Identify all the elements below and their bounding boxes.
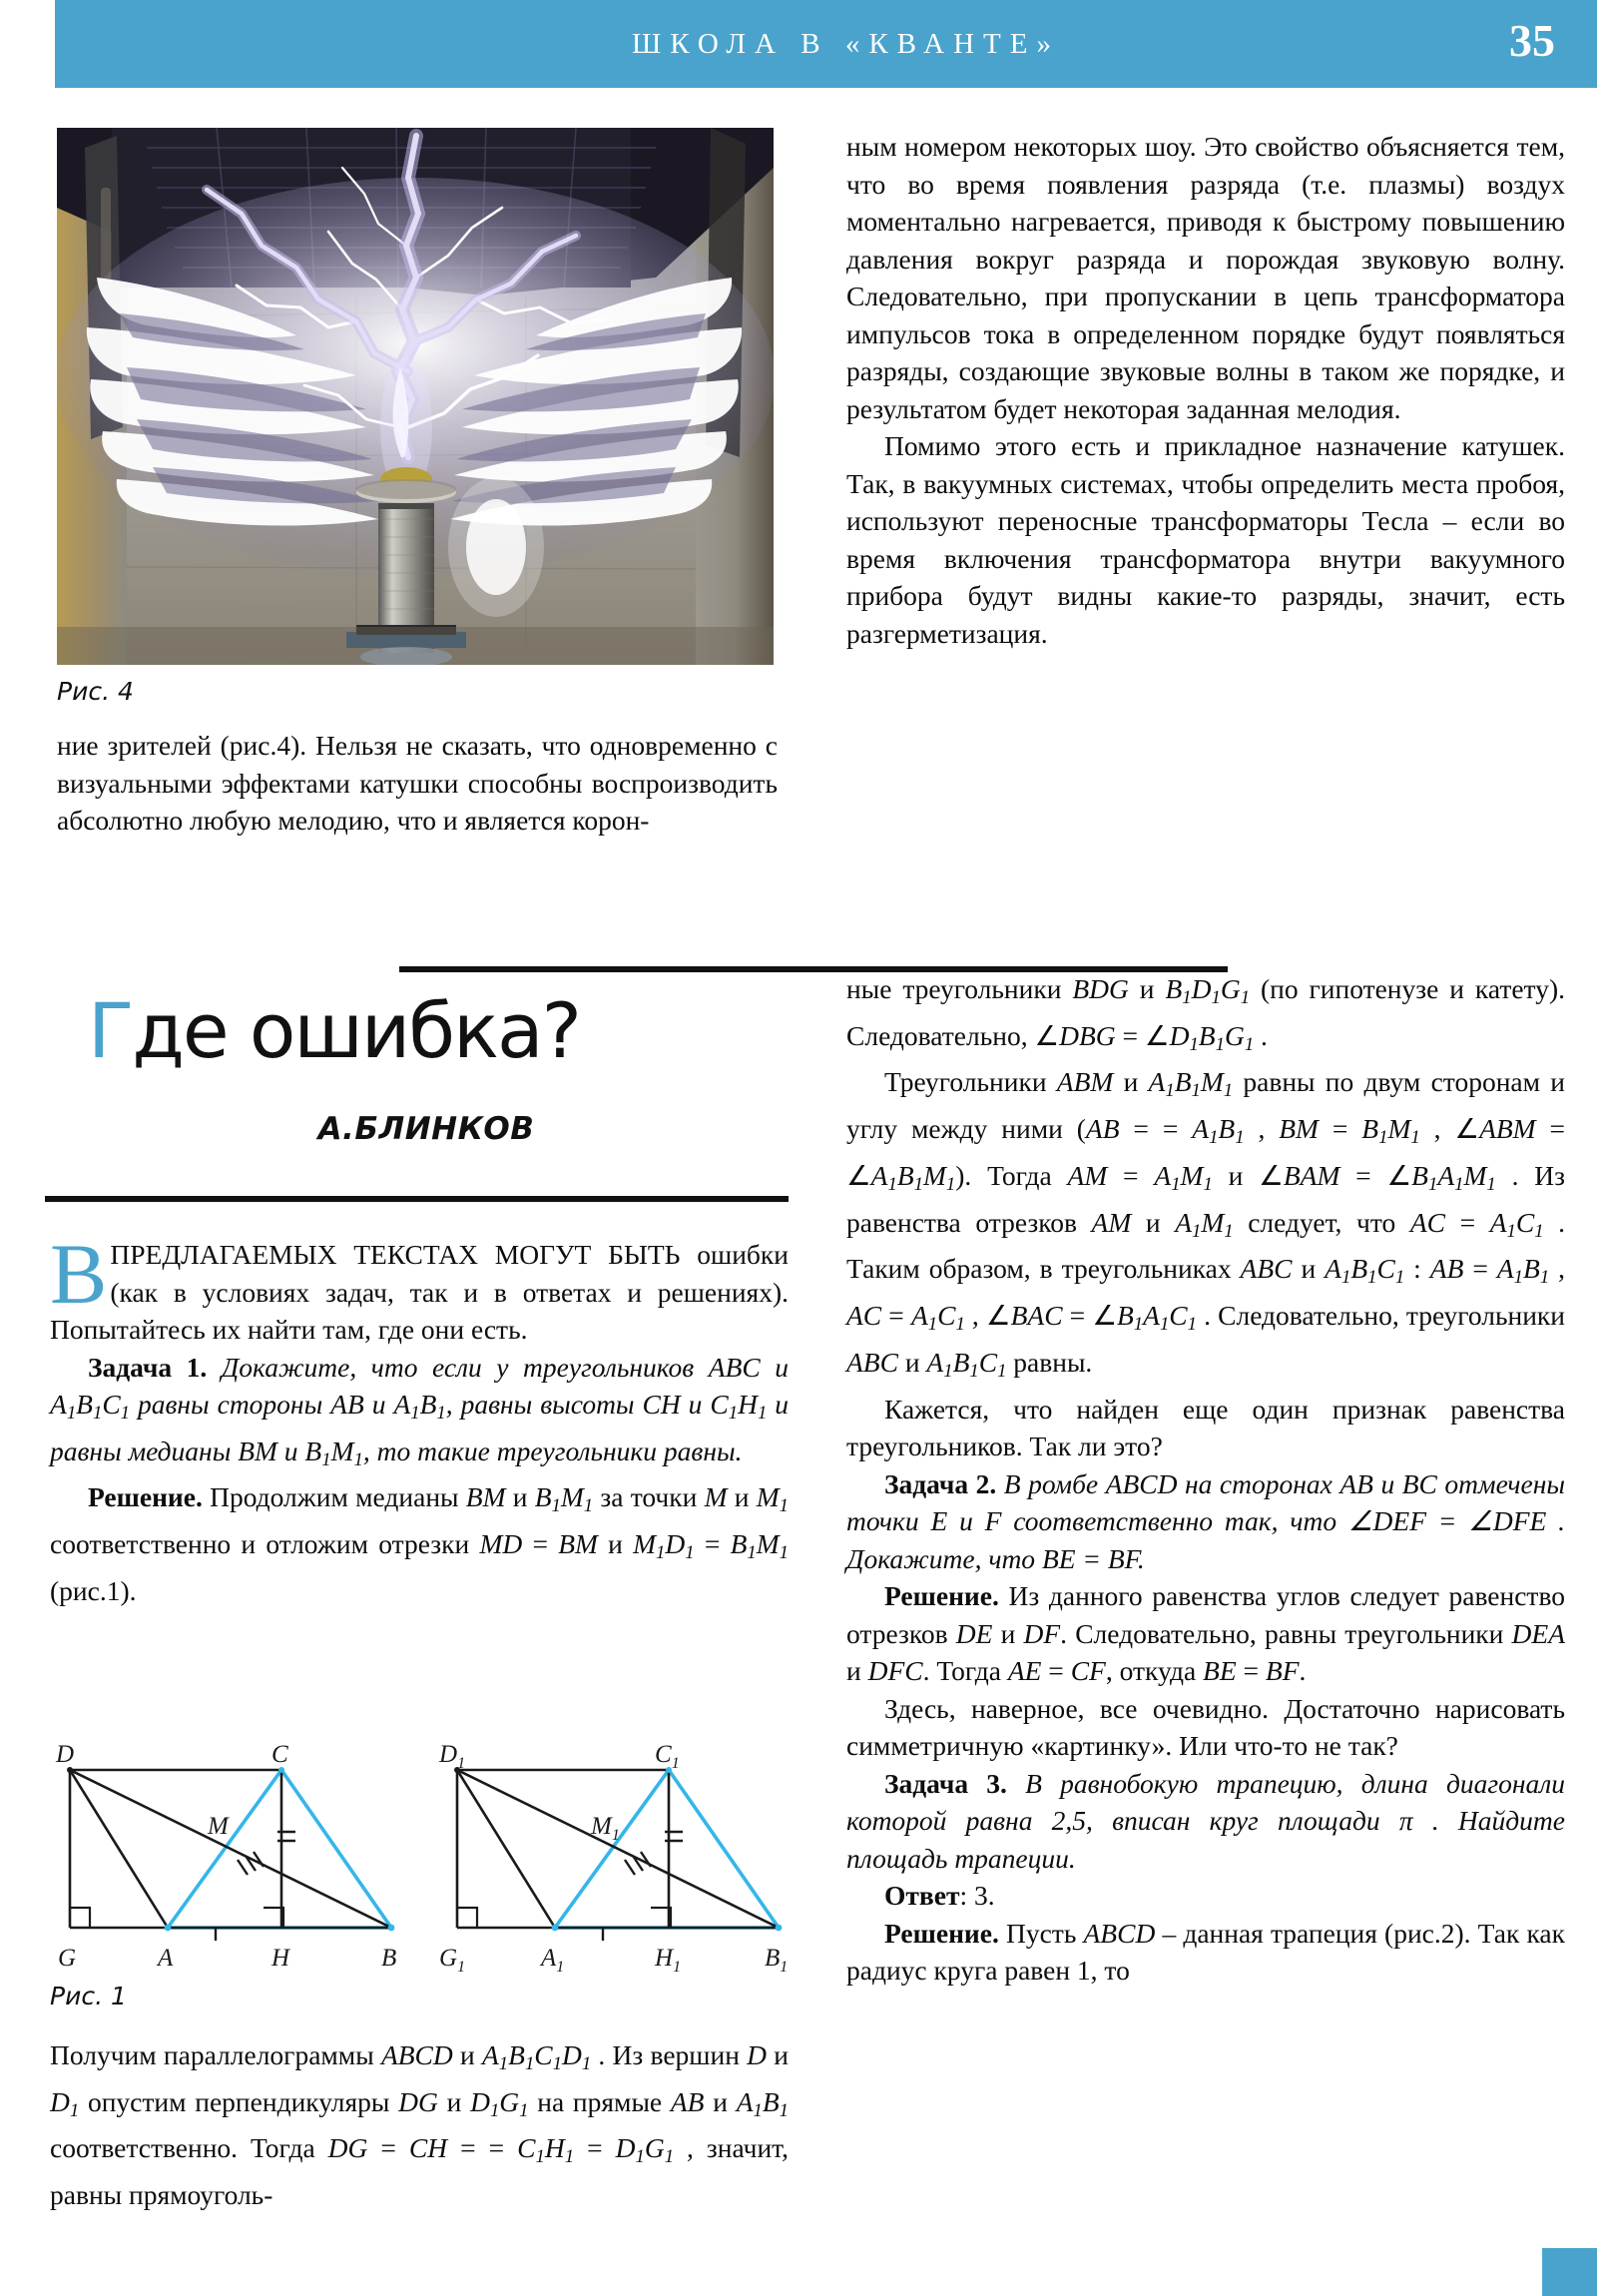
problem-1-label: Задача 1. [88,1351,208,1383]
problem-1-statement: Докажите, что если у треугольников ABC и $A_1B_1C_1$ равны стороны AB и $A_1B_1$, равны высоты CH и $C_1H_1$ и равны медианы BM и $B_1M_1$, то такие треугольники равны. [50,1351,790,1470]
svg-text:A: A [158,1945,174,1972]
svg-text:B1: $B_1$ [765,1945,789,1976]
problem-1-continued-3: Треугольники ABM и $A_1B_1M_1$ равны по двум сторонам и углу между ними (AB = = $A_1B_1$ , BM = $B_1M_1$ , ∠ABM = $\angle A_1B_1M_1$). Тогда AM = $A_1M_1$ и ∠BAM = $\angle B_1A_1M_1$ . Из равенства отрезков AM и $A_1M_1$ следует, что AC = $A_1C_1$ . Таким образом, в треугольниках ABC и $A_1B_1C_1$ : AB = $A_1B_1$ , AC = $A_1C_1$ , ∠BAC = $\angle B_1A_1C_1$ . Следовательно, треугольники ABC и $A_1B_1C_1$ равны. [846,1066,1566,1383]
intro-smallcaps: ПРЕДЛАГАЕМЫХ ТЕКСТАХ МОГУТ БЫТЬ [110,1239,681,1270]
problem-2-label: Задача 2. [884,1467,997,1499]
figure-1-right-diagram [438,1742,788,1976]
problem-2-solution [846,1577,1565,1690]
problem-3-answer-value: : 3. [959,1880,995,1912]
article-title-initial: Г [88,986,133,1075]
article-author: А.БЛИНКОВ [317,1111,535,1147]
problem-2-solution-text: Из данного равенства углов следует равенство отрезков DE и DF. Следовательно, равны треугольники DEA и DFC. Тогда AE = CF, откуда BE = BF. [846,1580,1566,1687]
figure-4-caption: Рис. 4 [57,677,134,706]
svg-text:C: C [271,1742,288,1768]
problem-1 [50,1349,789,1479]
svg-text:H: H [271,1945,290,1972]
title-bottom-rule [45,1196,789,1202]
tesla-left-paragraph: ние зрителей (рис.4). Нельзя не сказать, что одновременно с визуальными эффектами катушки способны воспроизводить абсолютно любую мелодию, что и является корон- [57,730,778,836]
problem-3 [846,1765,1565,1878]
page-header-title: ШКОЛА В «КВАНТЕ» [631,27,1060,60]
svg-text:B: B [381,1945,397,1972]
intro-rest: ошибки (как в условиях задач, так и в ответах и решениях). Попытайтесь их найти там, где они есть. [50,1239,789,1345]
article-left-column-upper [50,1226,790,1609]
figure-1-left-diagram [55,1742,396,1972]
article-title-rest: де ошибка? [132,986,580,1075]
problem-3-statement: В равнобокую трапецию, длина диагонали которой равна 2,5, вписан круг площади π . Найдите площадь трапеции. [846,1767,1566,1874]
problem-2-statement: В ромбе ABCD на сторонах AB и BC отмечены точки E и F соответственно так, что ∠DEF = ∠DFE . Докажите, что BE = BF. [846,1467,1566,1574]
problem-3-answer [846,1877,1565,1915]
page-header-band [55,0,1597,88]
problem-2-comment: Здесь, наверное, все очевидно. Достаточно нарисовать симметричную «картинку». Или что-то не так? [846,1692,1565,1762]
problem-1-continued-2: ные треугольники BDG и $B_1D_1G_1$ (по гипотенузе и катету). Следовательно, ∠DBG = $\angle D_1B_1G_1$ . [846,973,1565,1055]
problem-1-solution-text: Продолжим медианы BM и $B_1M_1$ за точки M и $M_1$ соответственно и отложим отрезки MD = BM и $M_1D_1 = B_1M_1$ (рис.1). [50,1481,790,1606]
problem-1-solution [50,1478,789,1609]
svg-text:D: D [56,1742,75,1768]
article-left-column-lower [50,2036,789,2214]
svg-text:C1: $C_1$ [655,1742,680,1772]
problem-3-solution-label: Решение. [884,1917,999,1949]
page-number: 35 [1509,15,1555,66]
svg-text:G: G [58,1945,77,1972]
problem-1-continued-1: Получим параллелограммы ABCD и $A_1B_1C_1D_1$ . Из вершин D и $D_1$ опустим перпендикуляры DG и $D_1G_1$ на прямые AB и $A_1B_1$ соответственно. Тогда DG = CH = = $C_1H_1 = D_1G_1$ , значит, равны прямоуголь- [50,2039,790,2211]
problem-2 [846,1465,1565,1578]
intro-paragraph [50,1226,789,1349]
tesla-right-column [846,128,1565,652]
article-right-column [846,970,1565,1990]
svg-text:A1: $A_1$ [541,1945,565,1976]
problem-3-answer-label: Ответ [884,1880,960,1912]
svg-text:M: M [208,1813,229,1840]
tesla-coil-photo-graphic [57,128,774,665]
problem-3-solution [846,1915,1565,1990]
article-title [88,986,787,1075]
problem-3-label: Задача 3. [884,1767,1007,1799]
tesla-right-paragraph-2: Помимо этого есть и прикладное назначение катушек. Так, в вакуумных системах, чтобы определить места пробоя, используют переносные трансформаторы Тесла – если во время включения трансформатора внутри вакуумного прибора будут видны какие-то разряды, значит, есть разгерметизация. [846,430,1565,649]
geometry-figure-1 [40,1742,789,1977]
problem-2-solution-label: Решение. [884,1580,999,1612]
problem-1-solution-label: Решение. [88,1481,203,1513]
tesla-coil-photo [57,128,774,665]
drop-cap-initial: В [50,1226,108,1322]
svg-text:M1: $M_1$ [591,1813,620,1844]
svg-text:H1: $H_1$ [655,1945,682,1976]
svg-text:G1: $G_1$ [439,1945,466,1976]
problem-3-solution-text: Пусть ABCD – данная трапеция (рис.2). Так как радиус круга равен 1, то [846,1917,1565,1987]
bottom-right-accent-block [1542,2248,1597,2296]
svg-text:D1: $D_1$ [439,1742,466,1772]
problem-1-continued-4: Кажется, что найден еще один признак равенства треугольников. Так ли это? [846,1393,1565,1462]
figure-1-caption: Рис. 1 [50,1982,127,2010]
tesla-left-column [57,727,778,840]
tesla-right-paragraph-1: ным номером некоторых шоу. Это свойство объясняется тем, что во время появления разряда (т.е. плазмы) воздух моментально нагревается, приводя к быстрому повышению давления вокруг разряда и порождая звуковую волну. Следовательно, при пропускании в цепь трансформатора импульсов тока в определенном порядке будут появляться разряды, создающие звуковые волны в таком же порядке, и результатом будет некоторая заданная мелодия. [846,131,1565,424]
